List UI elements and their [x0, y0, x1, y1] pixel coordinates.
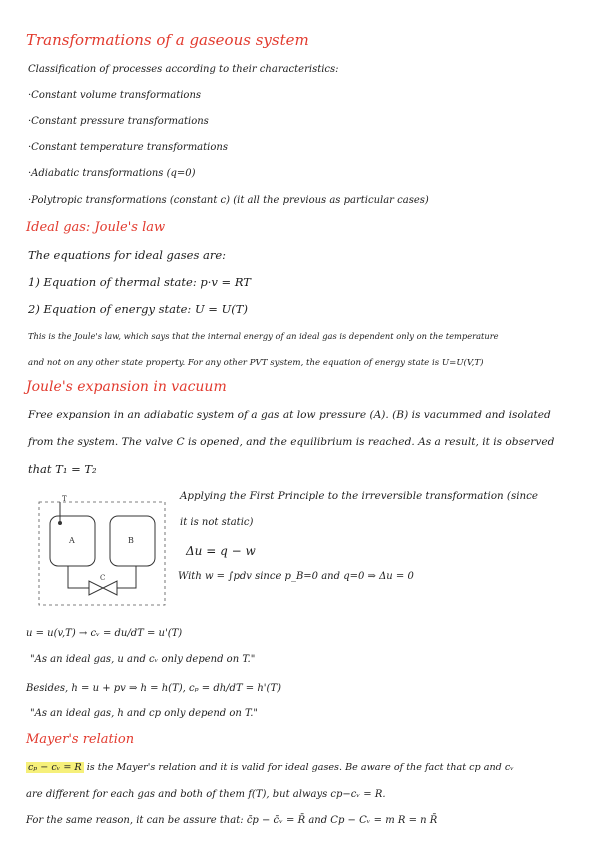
joule-expansion-heading: Joule's expansion in vacuum: [26, 379, 227, 395]
tank-b-label: B: [128, 536, 134, 545]
mayer-heading: Mayer's relation: [26, 732, 135, 747]
list-item: ·Constant volume transformations: [28, 90, 202, 101]
temperature-equality: that T₁ = T₂: [28, 462, 97, 476]
pipe-right: [117, 566, 136, 588]
joule-expansion-diagram: [38, 494, 168, 606]
mayer-text: is the Mayer's relation and it is valid for ideal gases. Be aware of the fact that cp and cᵥ: [86, 762, 514, 773]
valve-label: C: [100, 574, 106, 582]
list-item: ·Constant temperature transformations: [28, 142, 228, 153]
valve-right: [103, 581, 117, 595]
ideal-gas-quote: "As an ideal gas, u and cᵥ only depend on T.": [30, 654, 256, 665]
work-equation: With w = ∫pdv since p_B=0 and q=0 ⇒ Δu = 0: [178, 571, 414, 582]
joule-law-text-line: This is the Joule's law, which says that the internal energy of an ideal gas is dependent only on the temperature: [28, 331, 499, 341]
first-principle-text-line: Applying the First Principle to the irreversible transformation (since: [180, 490, 539, 502]
tank-a-label: A: [69, 536, 75, 545]
joule-expansion-text-line: from the system. The valve C is opened, and the equilibrium is reached. As a result, it is observed: [28, 436, 555, 448]
mayer-text-line: For the same reason, it can be assure that: c̄p − c̄ᵥ = R̄ and Cp − Cᵥ = m R = n R̄: [26, 815, 438, 826]
list-item: ·Constant pressure transformations: [28, 116, 209, 127]
ideal-gas-quote: "As an ideal gas, h and cp only depend on T.": [30, 708, 258, 719]
page-title: Transformations of a gaseous system: [26, 31, 309, 49]
thermometer-label: T: [62, 495, 67, 503]
mayer-text-line: are different for each gas and both of them f(T), but always cp−cᵥ = R.: [26, 789, 386, 800]
mayer-text-line: [26, 762, 514, 773]
list-item: ·Polytropic transformations (constant c) (it all the previous as particular cases): [28, 195, 429, 206]
thermometer-bulb: [58, 521, 62, 525]
cv-derivation: u = u(v,T) → cᵥ = du/dT = u'(T): [26, 628, 183, 639]
energy-equation: Δu = q − w: [186, 544, 256, 558]
pipe-left: [68, 566, 89, 588]
valve-left: [89, 581, 103, 595]
cp-derivation: Besides, h = u + pv ⇒ h = h(T), cₚ = dh/dT = h'(T): [26, 683, 282, 694]
classification-intro: Classification of processes according to their characteristics:: [28, 64, 339, 75]
ideal-gas-heading: Ideal gas: Joule's law: [26, 220, 166, 235]
adiabatic-enclosure: [39, 502, 165, 605]
equation-energy-state: 2) Equation of energy state: U = U(T): [28, 302, 248, 316]
list-item: ·Adiabatic transformations (q=0): [28, 168, 196, 179]
joule-law-text-line: and not on any other state property. For any other PVT system, the equation of energy state is U=U(V,T): [28, 358, 484, 368]
first-principle-text-line: it is not static): [180, 517, 254, 528]
ideal-gas-intro: The equations for ideal gases are:: [28, 248, 227, 262]
joule-expansion-text-line: Free expansion in an adiabatic system of a gas at low pressure (A). (B) is vacummed and isolated: [28, 409, 551, 421]
mayer-formula-highlight: cₚ − cᵥ = R: [28, 762, 82, 773]
equation-thermal-state: 1) Equation of thermal state: p·v = RT: [28, 275, 251, 289]
